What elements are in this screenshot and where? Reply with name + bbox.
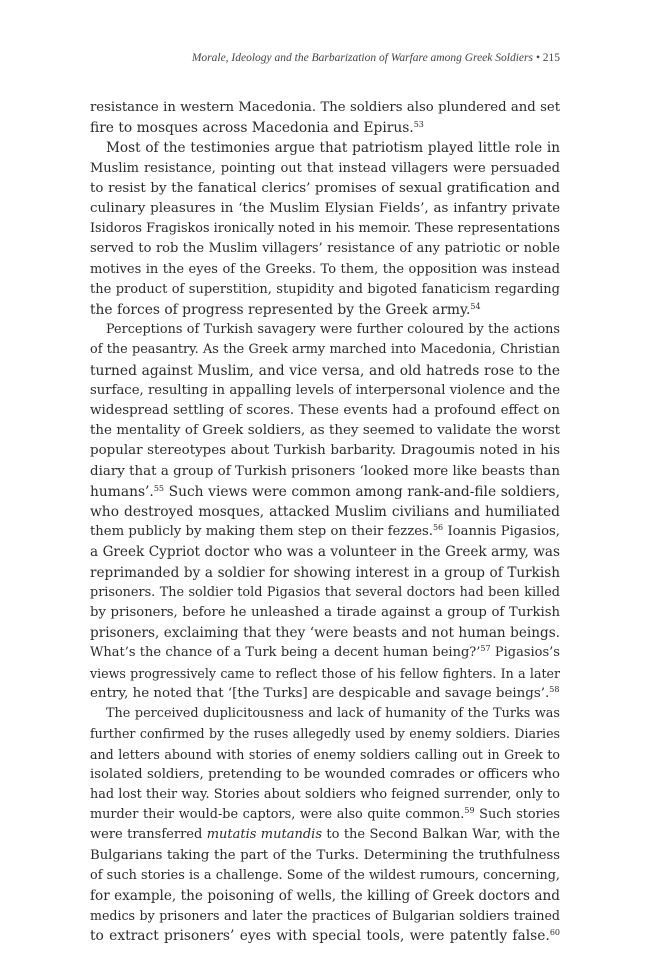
text-run: them publicly by making them step on their fezzes. (90, 524, 433, 540)
text-run: popular stereotypes about Turkish barbarity. Dragoumis noted in his (90, 443, 560, 459)
text-run: the forces of progress represented by the Greek army. (90, 302, 471, 319)
text-run: by prisoners, before he unleashed a tirade against a group of Turkish (90, 605, 560, 621)
text-line (90, 583, 560, 603)
text-run: surface, resulting in appalling levels of interpersonal violence and the (90, 382, 560, 398)
footnote-ref: 57 (480, 644, 491, 654)
text-line (90, 340, 560, 360)
text-line (90, 502, 560, 522)
text-line (90, 300, 560, 320)
text-line (90, 522, 560, 542)
text-run: Such stories (474, 807, 560, 823)
text-line (90, 906, 560, 926)
footnote-ref: 58 (549, 684, 560, 694)
text-line (90, 765, 560, 785)
text-line (90, 785, 560, 805)
text-run: What’s the chance of a Turk being a decent human being?’ (90, 645, 481, 661)
text-run: widespread settling of scores. These events had a profound effect on (90, 403, 560, 419)
text-run: to resist by the fanatical clerics’ promises of sexual gratification and (90, 180, 560, 196)
text-run: resistance in western Macedonia. The soldiers also plundered and set (90, 100, 560, 115)
text-line (90, 664, 560, 684)
running-head-bullet: • (535, 52, 540, 64)
text-run: Muslim resistance, pointing out that instead villagers were persuaded (90, 160, 560, 176)
text-run: a Greek Cypriot doctor who was a volunteer in the Greek army, was (90, 544, 560, 561)
text-line (90, 219, 560, 239)
text-run: Isidoros Fragiskos ironically noted in his memoir. These representations (90, 221, 560, 237)
text-line (90, 421, 560, 441)
text-run: Such views were common among rank-and-file soldiers, (164, 483, 560, 500)
body-text (90, 98, 560, 947)
text-line (90, 603, 560, 623)
text-line (90, 866, 560, 886)
text-line (90, 482, 560, 502)
text-run: Most of the testimonies argue that patriotism played little role in (106, 140, 560, 157)
text-line (90, 320, 560, 340)
text-run: of such stories is a challenge. Some of the wildest rumours, concerning, (90, 867, 560, 883)
footnote-ref: 55 (153, 483, 165, 493)
text-run: the product of superstition, stupidity and bigoted fanaticism regarding (90, 281, 560, 297)
text-run: prisoners, exclaiming that they ‘were beasts and not human beings. (90, 625, 560, 642)
text-run: Bulgarians taking the part of the Turks. Determining the truthfulness (90, 847, 560, 863)
text-line (90, 462, 560, 482)
text-line (90, 724, 560, 744)
text-run: to extract prisoners’ eyes with special tools, were patently false. (90, 928, 550, 945)
running-head (90, 52, 560, 64)
text-run: to the Second Balkan War, with the (322, 827, 560, 843)
text-line (90, 280, 560, 300)
text-line (90, 381, 560, 401)
text-line (90, 159, 560, 179)
text-run: culinary pleasures in ‘the Muslim Elysian Fields’, as infantry private (90, 201, 560, 217)
text-line (90, 441, 560, 461)
text-line (90, 684, 560, 704)
text-line (90, 623, 560, 643)
text-line (90, 805, 560, 825)
text-line (90, 179, 560, 199)
text-run: and letters abound with stories of enemy soldiers calling out in Greek to (90, 746, 560, 762)
text-run: had lost their way. Stories about soldiers who feigned surrender, only to (90, 786, 560, 802)
running-title: Morale, Ideology and the Barbarization of Warfare among Greek Soldiers (191, 52, 533, 64)
text-line (90, 704, 560, 724)
text-line (90, 199, 560, 219)
text-run: motives in the eyes of the Greeks. To them, the opposition was instead (90, 261, 560, 277)
footnote-ref: 54 (470, 302, 481, 312)
text-run: humans’. (90, 483, 154, 500)
text-line (90, 98, 560, 118)
text-run: The perceived duplicitousness and lack of humanity of the Turks was (106, 706, 560, 722)
text-line (90, 886, 560, 906)
text-run: fire to mosques across Macedonia and Epirus. (90, 120, 414, 137)
text-line (90, 401, 560, 421)
text-line (90, 563, 560, 583)
text-run: turned against Muslim, and vice versa, and old hatreds rose to the (90, 362, 560, 379)
text-line (90, 825, 560, 845)
text-run: Perceptions of Turkish savagery were further coloured by the actions (106, 322, 560, 338)
text-run: prisoners. The soldier told Pigasios that several doctors had been killed (90, 584, 560, 600)
text-line (90, 138, 560, 158)
text-line (90, 745, 560, 765)
text-run: views progressively came to reflect those of his fellow fighters. In a later (90, 665, 560, 681)
text-run: who destroyed mosques, attacked Muslim civilians and humiliated (90, 504, 560, 521)
text-line (90, 239, 560, 259)
text-run: further confirmed by the ruses allegedly used by enemy soldiers. Diaries (90, 726, 560, 742)
text-line (90, 361, 560, 381)
text-run: were transferred (90, 827, 207, 843)
footnote-ref: 53 (413, 120, 424, 130)
text-run: diary that a group of Turkish prisoners ‘looked more like beasts than (90, 463, 560, 479)
text-run: the mentality of Greek soldiers, as they seemed to validate the worst (90, 423, 560, 439)
footnote-ref: 56 (432, 523, 444, 533)
text-line (90, 643, 560, 663)
text-run: for example, the poisoning of wells, the killing of Greek doctors and (90, 887, 560, 904)
page-number: 215 (542, 52, 560, 64)
text-line (90, 118, 560, 138)
text-run: isolated soldiers, pretending to be wounded comrades or officers who (90, 766, 560, 782)
text-run: served to rob the Muslim villagers’ resistance of any patriotic or noble (90, 241, 560, 257)
text-run: of the peasantry. As the Greek army marched into Macedonia, Christian (90, 342, 560, 358)
text-run: entry, he noted that ‘[the Turks] are despicable and savage beings’. (90, 685, 550, 701)
text-line (90, 926, 560, 946)
text-run: medics by prisoners and later the practices of Bulgarian soldiers trained (90, 908, 560, 924)
italic-phrase: mutatis mutandis (206, 827, 322, 843)
text-line (90, 846, 560, 866)
text-run: Pigasios’s (490, 645, 560, 661)
text-run: murder their would-be captors, were also quite common. (90, 807, 465, 823)
text-run: Ioannis Pigasios, (443, 524, 560, 540)
footnote-ref: 59 (464, 806, 475, 816)
footnote-ref: 60 (549, 928, 560, 938)
text-line (90, 542, 560, 562)
text-line (90, 260, 560, 280)
text-run: reprimanded by a soldier for showing interest in a group of Turkish (90, 564, 560, 581)
